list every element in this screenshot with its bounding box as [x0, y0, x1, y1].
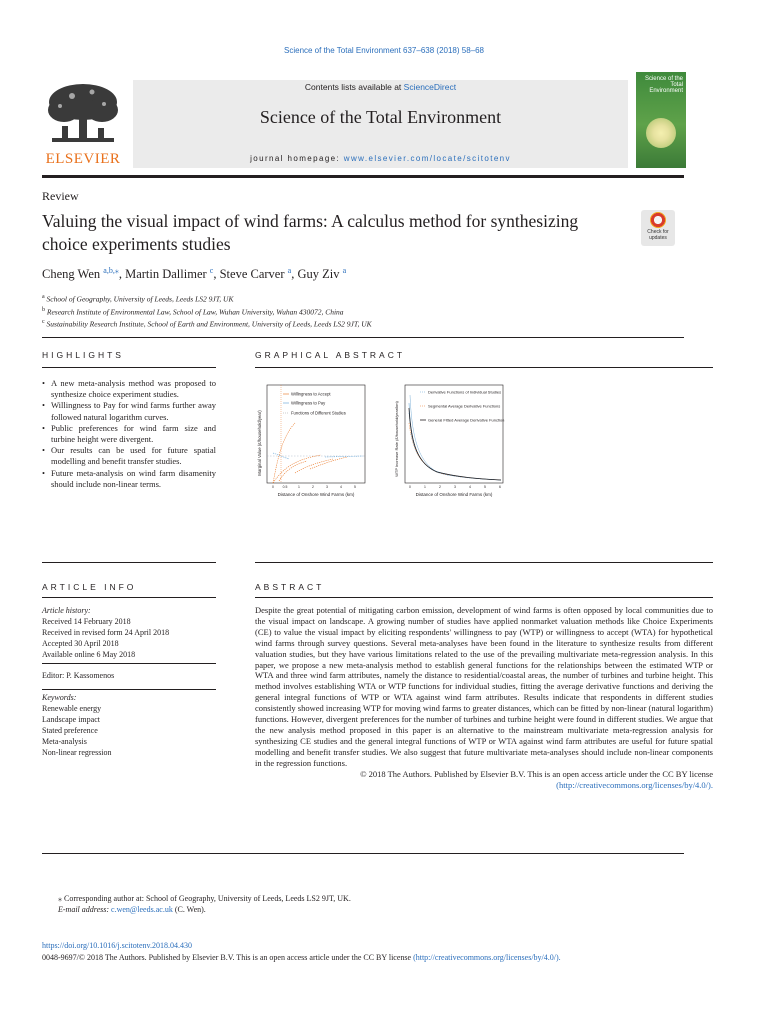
affiliation-text: Sustainability Research Institute, School of Earth and Environment, University of Leeds, Leeds LS2 9JT, UK [46, 319, 372, 329]
left-panel-xticks [272, 485, 356, 489]
cover-title [637, 76, 683, 94]
footer-license-link[interactable]: (http://creativecommons.org/licenses/by/4.0/). [413, 953, 561, 962]
x-tick: 5 [484, 485, 486, 489]
journal-citation[interactable]: Science of the Total Environment 637–638 (2018) 58–68 [284, 46, 484, 55]
keywords-label: Keywords: [42, 693, 77, 702]
abstract-block [255, 605, 713, 790]
x-tick: 4 [340, 485, 342, 489]
info-divider [42, 663, 216, 664]
highlight-item: • A new meta-analysis method was proposed to synthesize choice experiment studies. [42, 378, 216, 400]
author-affil-link[interactable]: a,b,⁎ [103, 266, 119, 275]
legend-wta: Willingness to Accept [291, 391, 331, 397]
author-name: Cheng Wen [42, 267, 101, 282]
highlight-item: • Future meta-analysis on wind farm disamenity should include non-linear terms. [42, 468, 216, 490]
cover-title-line2: Total Environment [649, 82, 683, 94]
graphical-abstract-figure[interactable] [255, 383, 513, 500]
author-affil-link[interactable]: a [287, 266, 292, 275]
abstract-bottom-rule [42, 853, 684, 854]
abstract-copyright [255, 769, 713, 791]
journal-cover-thumbnail[interactable] [636, 72, 686, 168]
x-tick: 6 [499, 485, 501, 489]
elsevier-wordmark: ELSEVIER [45, 151, 121, 167]
right-panel-xlabel: Distance of Onshore Wind Farms (km) [415, 492, 493, 497]
x-tick: 0 [409, 485, 411, 489]
article-title: Valuing the visual impact of wind farms: A calculus method for synthesizing choice experiments studies [42, 211, 579, 254]
email-link[interactable]: c.wen@leeds.ac.uk [111, 905, 173, 914]
affiliation-text: Research Institute of Environmental Law, School of Law, Wuhan University, Wuhan 430072, China [46, 307, 344, 316]
affiliation-text: School of Geography, University of Leeds, Leeds LS2 9JT, UK [46, 294, 234, 304]
license-link[interactable]: (http://creativecommons.org/licenses/by/4.0/). [556, 779, 713, 790]
history-item: Available online 6 May 2018 [42, 650, 136, 659]
journal-title: Science of the Total Environment [259, 107, 502, 127]
abstract-heading: ABSTRACT [255, 582, 325, 592]
x-tick: 1 [424, 485, 426, 489]
author-name: Guy Ziv [297, 267, 340, 282]
author-affil-link[interactable]: c [209, 266, 214, 275]
issn-text: 0048-9697/© 2018 The Authors. Published by Elsevier B.V. This is an open access article under the CC BY license [42, 953, 414, 962]
copyright-text: © 2018 The Authors. Published by Elsevier B.V. This is an open access article under the CC BY license [360, 768, 713, 779]
x-tick: 4 [469, 485, 471, 489]
author-name: Martin Dallimer [125, 267, 207, 282]
author-list [42, 266, 346, 282]
corresponding-author-footnote [58, 893, 351, 915]
author-sep: , [213, 267, 220, 282]
author-name: Steve Carver [219, 267, 285, 282]
right-panel-legend [420, 390, 504, 423]
keyword: Meta-analysis [42, 737, 87, 746]
legend-segmental: Segmental Average Derivative Functions [428, 403, 501, 409]
info-divider [42, 689, 216, 690]
affiliation-list [42, 292, 372, 330]
affiliation-mark: c [42, 319, 45, 325]
right-panel-ylabel: WTP Increase Rate (£/household/year/km) [394, 401, 399, 477]
check-line1: Check for [647, 229, 669, 235]
check-line2: updates [649, 234, 667, 241]
highlights-rule [42, 367, 216, 368]
doi-link[interactable]: https://doi.org/10.1016/j.scitotenv.2018.04.430 [42, 941, 192, 950]
elsevier-logo[interactable] [42, 80, 124, 168]
right-panel-frame [405, 385, 503, 483]
author-sep: , [118, 267, 126, 282]
journal-masthead [133, 80, 628, 168]
keyword: Renewable energy [42, 704, 102, 713]
article-type: Review [42, 189, 79, 203]
contents-lists-line [133, 82, 628, 92]
editor-line: Editor: P. Kassomenos [42, 671, 115, 680]
abstract-rule [255, 597, 713, 598]
right-panel-xticks [409, 485, 501, 489]
legend-general: General Fitted Average Derivative Function [428, 417, 505, 423]
x-tick: 5 [354, 485, 356, 489]
legend-functions: Functions of Different Studies [291, 410, 346, 416]
legend-derivative: Derivative Functions of Individual Studies [428, 389, 502, 395]
x-tick: 0 [272, 485, 274, 489]
crossmark-icon [650, 212, 666, 228]
contents-prefix: Contents lists available at [304, 82, 404, 92]
author-affil-link[interactable]: a [342, 266, 347, 275]
keyword: Stated preference [42, 726, 98, 735]
graphical-abstract-rule [255, 367, 713, 368]
email-suffix: (C. Wen). [172, 905, 206, 914]
check-for-updates-label [641, 230, 675, 241]
header-divider [42, 175, 684, 178]
author-sep: , [291, 267, 298, 282]
page-footer [42, 940, 561, 964]
graphical-abstract-heading: GRAPHICAL ABSTRACT [255, 350, 406, 360]
history-item: Accepted 30 April 2018 [42, 639, 119, 648]
graphical-abstract-bottom-rule [255, 562, 713, 563]
left-panel-legend [283, 392, 346, 416]
article-info-rule [42, 597, 216, 598]
keyword: Landscape impact [42, 715, 100, 724]
affiliation-item [42, 317, 372, 330]
highlight-item: • Willingness to Pay for wind farms further away followed natural logarithm curves. [42, 400, 216, 422]
highlight-item: • Public preferences for wind farm size and turbine height were divergent. [42, 423, 216, 445]
x-tick: 2 [439, 485, 441, 489]
affiliation-mark: a [42, 294, 45, 300]
journal-homepage-line [133, 154, 628, 163]
x-tick: 1 [298, 485, 300, 489]
x-tick: 3 [454, 485, 456, 489]
affiliation-mark: b [42, 306, 45, 313]
history-label: Article history: [42, 606, 91, 615]
journal-homepage-link[interactable]: www.elsevier.com/locate/scitotenv [343, 154, 511, 163]
cover-image [646, 118, 676, 148]
article-info-block [42, 605, 216, 758]
elsevier-tree-icon [42, 80, 124, 150]
affiliation-item [42, 305, 372, 318]
cover-title-line1: Science of the [644, 76, 683, 82]
history-item: Received 14 February 2018 [42, 617, 131, 626]
legend-wtp: Willingness to Pay [291, 400, 326, 406]
x-tick: 2 [312, 485, 314, 489]
x-tick: 0.5 [282, 485, 288, 489]
article-info-heading: ARTICLE INFO [42, 582, 137, 592]
affiliation-item [42, 292, 372, 305]
keyword: Non-linear regression [42, 748, 112, 757]
highlight-item: • Our results can be used for future spatial modelling and benefit transfer studies. [42, 445, 216, 467]
abstract-text: Despite the great potential of mitigating carbon emission, development of wind farms is often opposed by local communities due to the visual impact on landscape. A growing number of studies have applied nonmarket valuation methods like Choice Experiments (CE) to value the visual impact by eliciting respondents' willingness to pay (WTP) or willingness to accept (WTA) for hypothetical wind farms through survey questions. Several meta-analyses have been found in the literature to synthesize results from different valuation studies, but they have various limitations related to the use of the prevailing multivariate meta-regression analysis. In this paper, we propose a new meta-analysis method to establish general functions for the relationships between the estimated WTP or WTA and three wind farm attributes, namely the distance to residential/coastal areas, the number of turbines and turbine height. This method involves establishing WTA or WTP functions for individual studies, fitting the average derivative functions and deriving the general integral functions of WTP or WTA against wind farm attributes. Results indicate that respondents in different studies consistently showed increasing WTP for moving wind farms to greater distances, which can be fitted by non-linear (natural logarithm) functions. However, divergent preferences for the number of turbines and turbine height were found in different studies. We argue that the new analysis method proposed in this paper is an alternative to the mainstream multivariate meta-regression analysis for synthesizing CE studies and the general integral functions of WTP or WTA against wind farm attributes are useful for future spatial modelling and benefit transfer studies. We also suggest that future multivariate meta-analyses should include non-linear components in the regression functions. [255, 605, 713, 768]
check-for-updates-badge[interactable] [641, 210, 675, 246]
x-tick: 3 [326, 485, 328, 489]
footnote-star: ⁎ [58, 894, 62, 903]
highlights-list [42, 378, 216, 490]
left-panel-xlabel: Distance of Onshore Wind Farms (km) [277, 492, 355, 497]
highlights-heading: HIGHLIGHTS [42, 350, 124, 360]
history-item: Received in revised form 24 April 2018 [42, 628, 170, 637]
email-label: E-mail address: [58, 905, 112, 914]
corresponding-text: Corresponding author at: School of Geography, University of Leeds, Leeds LS2 9JT, UK. [64, 894, 351, 903]
section-divider [42, 337, 684, 338]
left-panel-ylabel: Marginal Value (£/household/year) [257, 410, 262, 476]
homepage-prefix: journal homepage: [250, 154, 344, 163]
highlights-bottom-rule [42, 562, 216, 563]
sciencedirect-link[interactable]: ScienceDirect [403, 82, 457, 92]
